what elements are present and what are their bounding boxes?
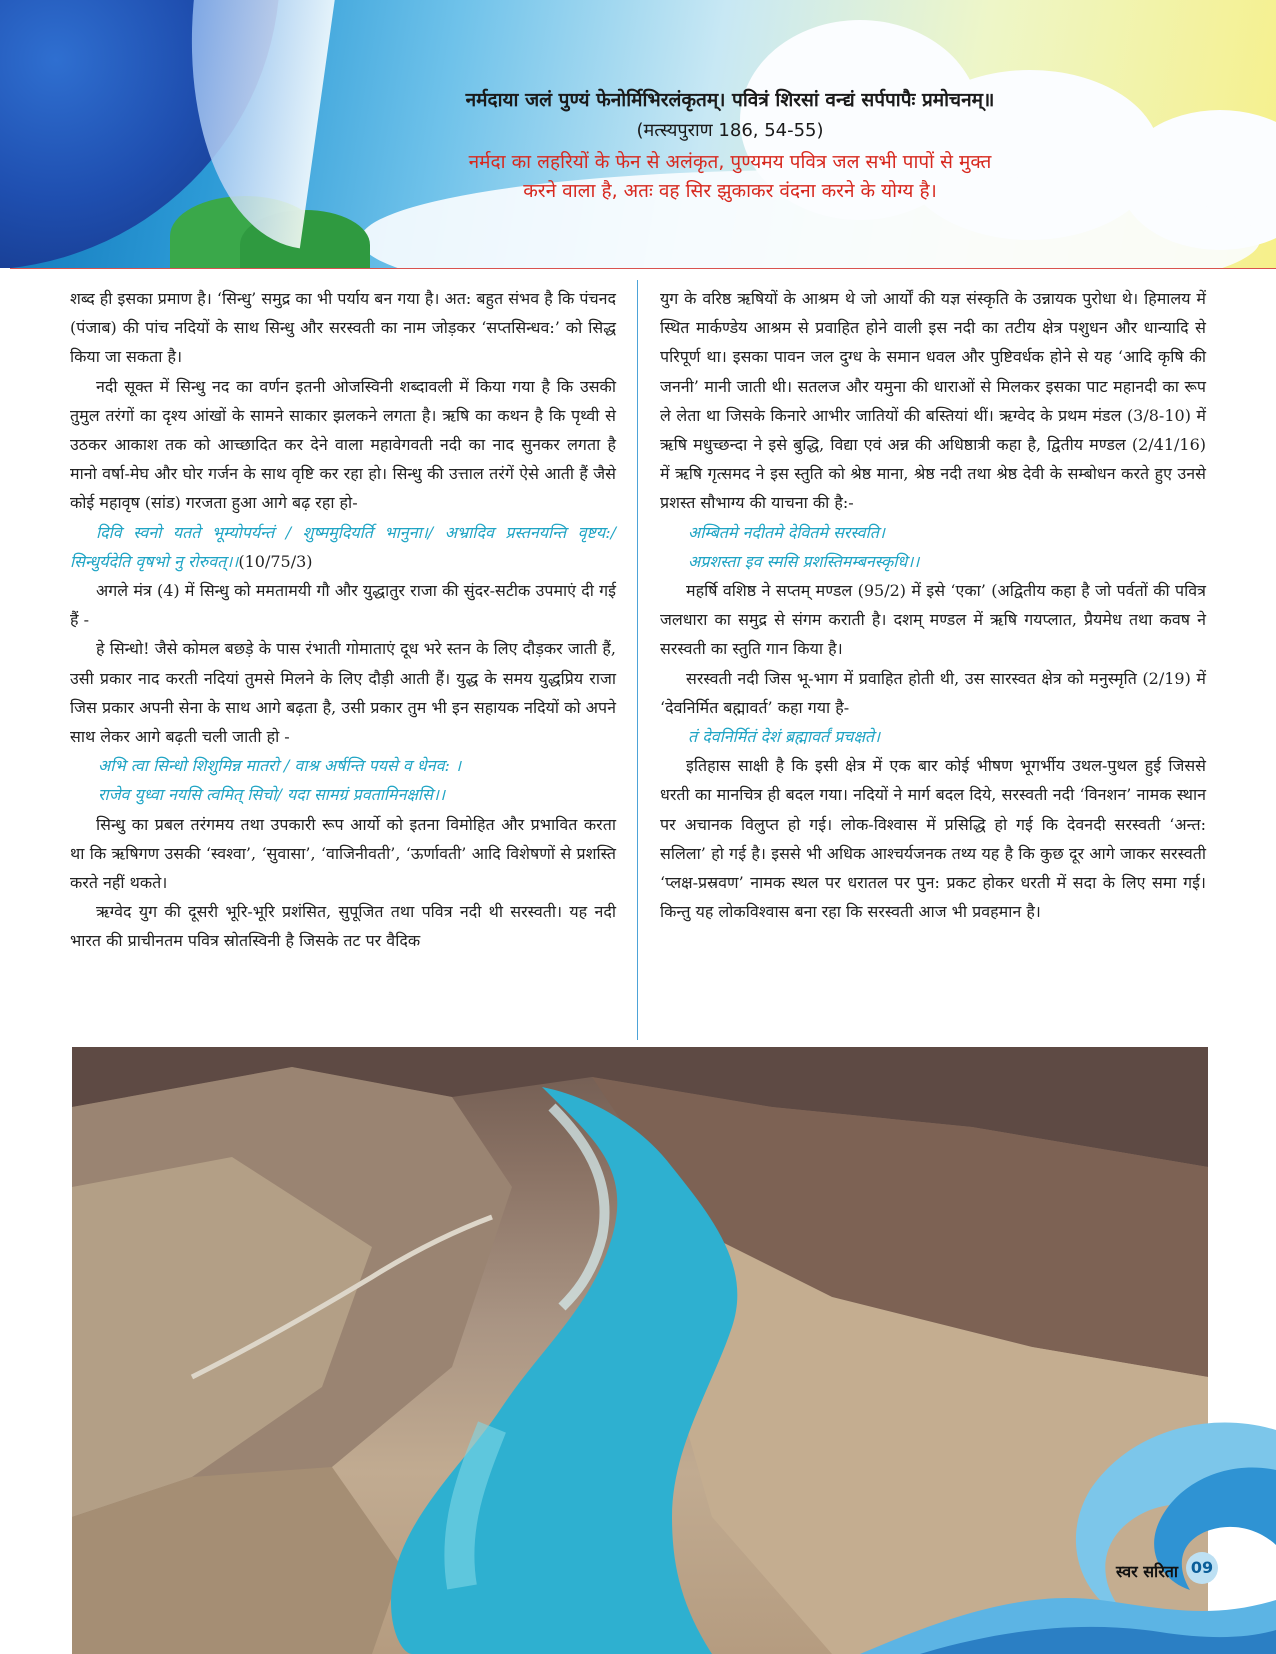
paragraph: सिन्धु का प्रबल तरंगमय तथा उपकारी रूप आर्यो को इतना विमोहित और प्रभावित करता था कि ऋषिगण उसकी ‘स्वश्वा’, ‘सुवासा’, ‘वाजिनीवती’, ‘ऊर्णावती’ आदि विशेषणों से प्रशस्ति करते नहीं थकते। bbox=[70, 814, 616, 893]
verse-line: अभि त्वा सिन्धो शिशुमिन्न मातरो / वाश्र अर्षन्ति पयसे व धेनव: । bbox=[98, 756, 462, 776]
wave-logo-graphic bbox=[860, 1370, 1276, 1654]
paragraph: हे सिन्धो! जैसे कोमल बछड़े के पास रंभाती गोमाताएं दूध भरे स्तन के लिए दौड़कर जाती हैं, उसी प्रकार नाद करती नदियां तुमसे मिलने के लिए दौड़ी आती हैं। युद्ध के समय युद्धप्रिय राजा जिस प्रकार अपनी सेना के साथ आगे बढ़ता है, उसी प्रकार तुम भी इन सहायक नदियों को अपने साथ लेकर आगे बढ़ती चली जाती हो - bbox=[70, 639, 616, 747]
verse-line: राजेव युध्वा नयसि त्वमित् सिचो/ यदा सामग्रं प्रवतामिनक्षसि।। bbox=[98, 785, 446, 805]
paragraph: सरस्वती नदी जिस भू-भाग में प्रवाहित होती थी, उस सारस्वत क्षेत्र को मनुस्मृति (2/19) में ‘देवनिर्मित बह्मावर्त’ कहा गया है- bbox=[660, 668, 1206, 717]
shloka-translation bbox=[330, 148, 1130, 206]
verse-reference: (10/75/3) bbox=[238, 551, 313, 571]
page-number: 09 bbox=[1186, 1552, 1218, 1584]
shloka-source: (मत्स्यपुराण 186, 54-55) bbox=[636, 120, 824, 141]
verse-block bbox=[660, 518, 1206, 576]
paragraph: युग के वरिष्ठ ऋषियों के आश्रम थे जो आर्यों की यज्ञ संस्कृति के उन्नायक पुरोधा थे। हिमालय में स्थित मार्कण्डेय आश्रम से प्रवाहित होने वाली इस नदी का तटीय क्षेत्र पशुधन और धान्यादि से परिपूर्ण था। इसका पावन जल दुग्ध के समान धवल और पुष्टिवर्धक होने से यह ‘आदि कृषि की जननी’ मानी जाती थी। सतलज और यमुना की धाराओं से मिलकर इसका पाट महानदी का रूप ले लेता था जिसके किनारे आभीर जातियों की बस्तियां थीं। ऋग्वेद के प्रथम मंडल (3/8-10) में ऋषि मधुच्छन्दा ने इसे बुद्धि, विद्या एवं अन्न की अधिष्ठात्री कहा है, द्वितीय मण्डल (2/41/16) में ऋषि गृत्समद ने इस स्तुति को श्रेष्ठ माना, श्रेष्ठ नदी तथा श्रेष्ठ देवी के सम्बोधन करते हुए उनसे प्रशस्त सौभाग्य की याचना की है:- bbox=[660, 289, 1206, 513]
magazine-title: स्वर सरिता bbox=[1116, 1562, 1179, 1581]
header-banner bbox=[0, 0, 1276, 268]
column-divider bbox=[637, 280, 638, 1040]
header-rule bbox=[10, 268, 1276, 269]
right-column bbox=[660, 284, 1206, 926]
paragraph: अगले मंत्र (4) में सिन्धु को ममतामयी गौ और युद्धातुर राजा की सुंदर-सटीक उपमाएं दी गई हैं - bbox=[70, 581, 616, 630]
verse-line: तं देवनिर्मितं देशं ब्रह्मावर्तं प्रचक्षते। bbox=[688, 727, 881, 747]
header-quote bbox=[330, 86, 1130, 206]
verse-text: दिवि स्वनो यतते भूम्योपर्यन्तं / शुष्ममुदियर्ति भानुना।/ अभ्रादिव प्रस्तनयन्ति वृष्टय:/ सिन्धुर्यदेति वृषभो नु रोरुवत्।। bbox=[70, 522, 616, 571]
paragraph: ऋग्वेद युग की दूसरी भूरि-भूरि प्रशंसित, सुपूजित तथा पवित्र नदी थी सरस्वती। यह नदी भारत की प्राचीनतम पवित्र स्रोतस्विनी है जिसके तट पर वैदिक bbox=[70, 902, 616, 951]
sanskrit-shloka: नर्मदाया जलं पुण्यं फेनोर्मिभिरलंकृतम्। पवित्रं शिरसां वन्द्यं सर्पपापैः प्रमोचनम्॥ bbox=[465, 89, 995, 111]
verse-line: अप्रशस्ता इव स्मसि प्रशस्तिमम्बनस्कृधि।। bbox=[688, 551, 920, 571]
verse-line: अम्बितमे नदीतमे देवितमे सरस्वति। bbox=[688, 522, 885, 542]
paragraph: महर्षि वशिष्ठ ने सप्तम् मण्डल (95/2) में इसे ‘एका’ (अद्वितीय कहा है जो पर्वतों की पवित्र जलधारा का समुद्र से संगम कराती है। दशम् मण्डल में ऋषि गयप्लात, प्रैयमेध तथा कवष ने सरस्वती का स्तुति गान किया है। bbox=[660, 581, 1206, 659]
paragraph: इतिहास साक्षी है कि इसी क्षेत्र में एक बार कोई भीषण भूगर्भीय उथल-पुथल हुई जिससे धरती का मानचित्र ही बदल गया। नदियों ने मार्ग बदल दिये, सरस्वती नदी ‘विनशन’ नामक स्थान पर अचानक विलुप्त हो गई। लोक-विश्वास में प्रसिद्धि हो गई कि देवनदी सरस्वती ‘अन्त: सलिला’ हो गई है। इससे भी अधिक आश्चर्यजनक तथ्य यह है कि कुछ दूर आगे जाकर सरस्वती ‘प्लक्ष-प्रस्रवण’ नामक स्थल पर धरातल पर पुन: प्रकट होकर धरती में सदा के लिए समा गई। किन्तु यह लोकविश्वास बना रहा कि सरस्वती आज भी प्रवहमान है। bbox=[660, 756, 1206, 922]
paragraph: शब्द ही इसका प्रमाण है। ‘सिन्धु’ समुद्र का भी पर्याय बन गया है। अत: बहुत संभव है कि पंचनद (पंजाब) की पांच नदियों के साथ सिन्धु और सरस्वती का नाम जोड़कर ‘सप्तसिन्धव:’ को सिद्ध किया जा सकता है। bbox=[70, 289, 616, 367]
translation-line: नर्मदा का लहरियों के फेन से अलंकृत, पुण्यमय पवित्र जल सभी पापों से मुक्त bbox=[468, 151, 992, 173]
left-column bbox=[70, 284, 616, 956]
translation-line: करने वाला है, अतः वह सिर झुकाकर वंदना करने के योग्य है। bbox=[523, 180, 937, 202]
verse-block bbox=[70, 751, 616, 809]
verse-paragraph bbox=[70, 518, 616, 576]
verse-block bbox=[660, 722, 1206, 751]
paragraph: नदी सूक्त में सिन्धु नद का वर्णन इतनी ओजस्विनी शब्दावली में किया गया है कि उसकी तुमुल तरंगों का दृश्य आंखों के सामने साकार झलकने लगता है। ऋषि का कथन है कि पृथ्वी से उठकर आकाश तक को आच्छादित कर देने वाला महावेगवती नदी का नाद सुनकर लगता है मानो वर्षा-मेघ और घोर गर्जन के साथ वृष्टि कर रहा हो। सिन्धु की उत्ताल तरंगें ऐसे आती हैं जैसे कोई महावृष (सांड) गरजता हुआ आगे बढ़ रहा हो- bbox=[70, 376, 616, 513]
